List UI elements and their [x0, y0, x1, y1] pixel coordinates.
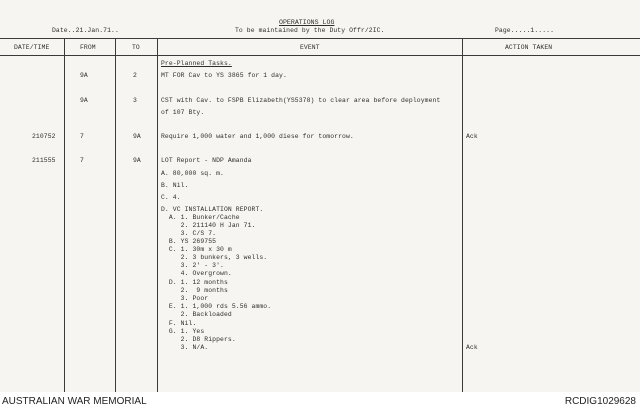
- event-text: C. 1. 30m x 30 m: [161, 246, 232, 253]
- from-cell: 9A: [80, 72, 88, 79]
- event-text: D. 1. 12 months: [161, 279, 228, 286]
- page-number-label: Page.....1.....: [495, 27, 555, 34]
- column-header-event: EVENT: [300, 44, 320, 51]
- action-cell: Ack: [466, 133, 478, 140]
- event-text: Pre-Planned Tasks.: [161, 60, 232, 67]
- event-text: 3. C/S 7.: [161, 230, 217, 237]
- event-text: 2. 211140 H Jan 71.: [161, 222, 256, 229]
- footer-archive-name: AUSTRALIAN WAR MEMORIAL: [2, 396, 147, 407]
- page-subtitle: To be maintained by the Duty Offr/2IC.: [235, 27, 385, 34]
- event-text: LOT Report - NDP Amanda: [161, 157, 252, 164]
- event-text: F. Nil.: [161, 320, 197, 327]
- datetime-cell: 210752: [32, 133, 56, 140]
- column-divider: [157, 38, 158, 392]
- event-text: B. Nil.: [161, 182, 189, 189]
- to-cell: 9A: [133, 133, 141, 140]
- event-text: B. YS 269755: [161, 238, 217, 245]
- to-cell: 9A: [133, 157, 141, 164]
- event-text: 2. Backloaded: [161, 311, 232, 318]
- event-text: 3. 2' - 3'.: [161, 262, 224, 269]
- column-header-action: ACTION TAKEN: [505, 44, 553, 51]
- column-divider: [462, 38, 463, 392]
- column-divider: [115, 38, 116, 392]
- from-cell: 7: [80, 133, 84, 140]
- from-cell: 7: [80, 157, 84, 164]
- event-text: 4. Overgrown.: [161, 270, 232, 277]
- event-text: 2. D8 Rippers.: [161, 336, 236, 343]
- event-text: A. 1. Bunker/Cache: [161, 214, 240, 221]
- event-text: of 107 Bty.: [161, 109, 205, 116]
- event-text: D. VC INSTALLATION REPORT.: [161, 206, 264, 213]
- event-text: 3. N/A.: [161, 344, 209, 351]
- event-text: 2. 3 bunkers, 3 wells.: [161, 254, 268, 261]
- footer-record-id: RCDIG1029628: [564, 396, 636, 407]
- date-label: Date..21.Jan.71..: [52, 27, 119, 34]
- event-text: Require 1,000 water and 1,000 diese for tomorrow.: [161, 133, 354, 140]
- event-text: C. 4.: [161, 194, 181, 201]
- event-text: G. 1. Yes: [161, 328, 205, 335]
- action-cell: Ack: [466, 344, 478, 351]
- from-cell: 9A: [80, 97, 88, 104]
- datetime-cell: 211555: [32, 157, 56, 164]
- event-text: MT FOR Cav to YS 3865 for 1 day.: [161, 72, 287, 79]
- column-header-to: TO: [132, 44, 140, 51]
- event-text: 2. 9 months: [161, 287, 228, 294]
- to-cell: 3: [133, 97, 137, 104]
- column-divider: [64, 38, 65, 392]
- event-text: E. 1. 1,000 rds 5.56 ammo.: [161, 303, 272, 310]
- event-text: CST with Cav. to FSPB Elizabeth(YS5378) to clear area before deployment: [161, 97, 441, 104]
- column-header-datetime: DATE/TIME: [14, 44, 50, 51]
- page-title: OPERATIONS LOG: [279, 19, 335, 26]
- event-text: A. 80,000 sq. m.: [161, 170, 224, 177]
- event-text: 3. Poor: [161, 295, 209, 302]
- column-header-from: FROM: [80, 44, 96, 51]
- header-top-rule: [0, 38, 640, 39]
- to-cell: 2: [133, 72, 137, 79]
- header-bottom-rule: [0, 55, 640, 56]
